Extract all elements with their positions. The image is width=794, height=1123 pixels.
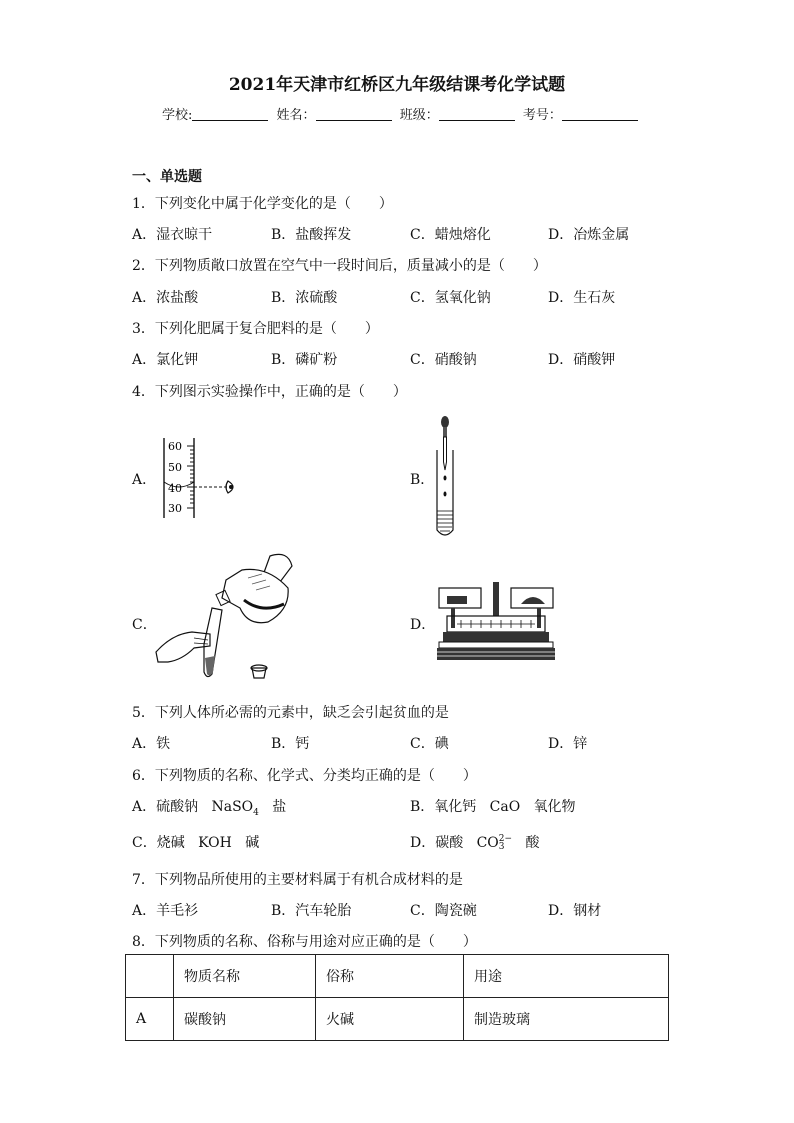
table-cell: A	[126, 998, 174, 1041]
q6a-name: A．硫酸钠	[132, 799, 199, 815]
question-7-stem: 7．下列物品所使用的主要材料属于有机合成材料的是	[132, 872, 463, 888]
q7-option-a[interactable]: A．羊毛衫	[132, 903, 199, 919]
table-row	[126, 998, 669, 1041]
q6c-name: C．烧碱	[132, 835, 185, 851]
q5-option-b[interactable]: B．钙	[271, 736, 310, 752]
q2-option-b[interactable]: B．浓硫酸	[271, 290, 338, 306]
tick-30: 30	[168, 502, 182, 515]
q1-option-b[interactable]: B．盐酸挥发	[271, 227, 352, 243]
table-cell: 碳酸钠	[174, 998, 316, 1041]
q8-table	[125, 954, 669, 1041]
table-header-cell: 俗称	[316, 955, 464, 998]
q3-option-b[interactable]: B．磷矿粉	[271, 352, 338, 368]
question-4-stem: 4．下列图示实验操作中，正确的是（ ）	[132, 384, 407, 400]
tick-40: 40	[168, 482, 182, 495]
section-heading: 一、单选题	[132, 169, 202, 185]
tick-60: 60	[168, 440, 182, 453]
q2-option-a[interactable]: A．浓盐酸	[132, 290, 199, 306]
q6a-formula: NaSO$_4$	[211, 799, 259, 818]
q6-option-c[interactable]	[132, 832, 259, 852]
q6d-class: 酸	[525, 835, 540, 851]
q4-option-c-label[interactable]: C．	[132, 617, 157, 633]
name-blank[interactable]	[316, 108, 392, 121]
class-label: 班级：	[399, 108, 439, 123]
tick-50: 50	[168, 461, 182, 474]
question-1-stem: 1．下列变化中属于化学变化的是（ ）	[132, 196, 393, 212]
table-cell: 制造玻璃	[464, 998, 669, 1041]
q1-option-c[interactable]: C．蜡烛熔化	[410, 227, 491, 243]
q7-option-d[interactable]: D．钢材	[548, 903, 602, 919]
balance-scale-illustration	[437, 582, 555, 662]
q5-option-a[interactable]: A．铁	[132, 736, 171, 752]
table-header-cell	[126, 955, 174, 998]
school-label: 学校:	[162, 108, 193, 123]
question-3-stem: 3．下列化肥属于复合肥料的是（ ）	[132, 321, 379, 337]
q5-option-c[interactable]: C．碘	[410, 736, 449, 752]
table-header-cell: 用途	[464, 955, 669, 998]
class-blank[interactable]	[439, 108, 515, 121]
q6b-class: 氧化物	[533, 799, 576, 815]
q7-option-b[interactable]: B．汽车轮胎	[271, 903, 352, 919]
q6-option-d[interactable]	[410, 832, 539, 852]
q6b-name: B．氧化钙	[410, 799, 477, 815]
pouring-liquid-illustration	[152, 548, 302, 684]
q6c-formula: KOH	[198, 835, 232, 851]
q4-option-a-label[interactable]: A．	[132, 472, 157, 488]
number-label: 考号：	[522, 108, 562, 123]
school-blank[interactable]	[192, 108, 268, 121]
dropper-in-tube-illustration	[430, 414, 460, 542]
q6b-formula: CaO	[489, 799, 521, 815]
q1-option-d[interactable]: D．冶炼金属	[548, 227, 630, 243]
q4-option-d-label[interactable]: D．	[410, 617, 436, 633]
q6c-class: 碱	[245, 835, 260, 851]
table-header-row	[126, 955, 669, 998]
q6d-formula: CO 2− 3	[476, 834, 513, 852]
question-8-stem: 8．下列物质的名称、俗称与用途对应正确的是（ ）	[132, 934, 477, 950]
student-info-line	[162, 104, 642, 123]
q5-option-d[interactable]: D．锌	[548, 736, 588, 752]
q6-option-a[interactable]	[132, 796, 286, 818]
q2-option-d[interactable]: D．生石灰	[548, 290, 616, 306]
q3-option-a[interactable]: A．氯化钾	[132, 352, 199, 368]
question-6-stem: 6．下列物质的名称、化学式、分类均正确的是（ ）	[132, 768, 477, 784]
table-cell: 火碱	[316, 998, 464, 1041]
graduated-cylinder-illustration	[152, 432, 252, 524]
table-header-cell: 物质名称	[174, 955, 316, 998]
q7-option-c[interactable]: C．陶瓷碗	[410, 903, 477, 919]
name-label: 姓名：	[276, 108, 316, 123]
q6d-name: D．碳酸	[410, 835, 464, 851]
q6-option-b[interactable]	[410, 796, 576, 816]
question-2-stem: 2．下列物质敞口放置在空气中一段时间后，质量减小的是（ ）	[132, 258, 547, 274]
page-title: 2021年天津市红桥区九年级结课考化学试题	[228, 75, 566, 95]
number-blank[interactable]	[562, 108, 638, 121]
q3-option-c[interactable]: C．硝酸钠	[410, 352, 477, 368]
q4-option-b-label[interactable]: B．	[410, 472, 435, 488]
question-5-stem: 5．下列人体所必需的元素中，缺乏会引起贫血的是	[132, 705, 449, 721]
q6a-class: 盐	[272, 799, 287, 815]
q3-option-d[interactable]: D．硝酸钾	[548, 352, 616, 368]
q2-option-c[interactable]: C．氢氧化钠	[410, 290, 491, 306]
q1-option-a[interactable]: A．湿衣晾干	[132, 227, 213, 243]
